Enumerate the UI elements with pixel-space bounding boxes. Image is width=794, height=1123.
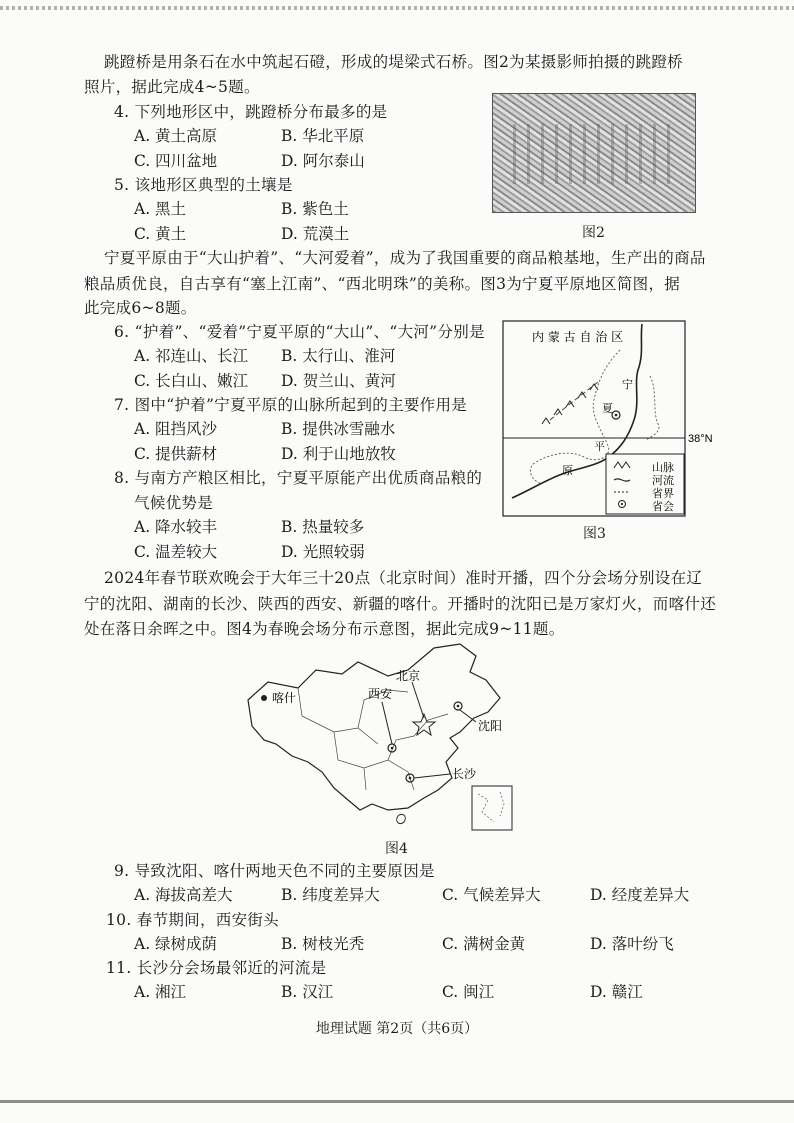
intro3-line2: 宁的沈阳、湖南的长沙、陕西的西安、新疆的喀什。开播时的沈阳已是万家灯火，而喀什还: [84, 595, 717, 613]
q4-option-a: A. 黄土高原: [134, 127, 218, 145]
changsha-label: 长沙: [452, 767, 477, 781]
q6-option-c: C. 长白山、嫩江: [134, 372, 249, 390]
xian-label: 西安: [368, 687, 393, 701]
fig2-caption: 图2: [582, 225, 605, 241]
china-outline: [248, 644, 503, 810]
q6-option-b: B. 太行山、淮河: [281, 347, 396, 365]
legend-label-border: 省界: [652, 487, 674, 500]
helan-mountain-range: [550, 382, 598, 420]
fig3-caption: 图3: [583, 526, 606, 542]
scan-top-edge: [0, 6, 794, 10]
stepping-stone-bridge-photo: [492, 93, 696, 213]
q5-option-c: C. 黄土: [134, 225, 187, 243]
page-footer: 地理试题 第2页（共6页）: [315, 1021, 479, 1037]
province-borders: [298, 688, 448, 790]
q7-option-a: A. 阻挡风沙: [134, 420, 218, 438]
q5-stem: 5. 该地形区典型的土壤是: [114, 176, 293, 194]
q7-stem: 7. 图中“护着”宁夏平原的山脉所起到的主要作用是: [114, 396, 468, 414]
q6-option-a: A. 祁连山、长江: [134, 347, 249, 365]
q9-option-b: B. 纬度差异大: [281, 886, 380, 904]
q7-option-d: D. 利于山地放牧: [281, 445, 396, 463]
q11-option-b: B. 汉江: [281, 983, 334, 1001]
china-gala-venue-map: [238, 640, 528, 835]
fig3-lat-label: 38°N: [688, 433, 713, 445]
south-china-sea-inset: [472, 786, 512, 830]
q10-option-a: A. 绿树成荫: [134, 935, 218, 953]
fig3-label-ning: 宁: [622, 378, 633, 391]
intro2-line2: 粮品质优良，自古享有“塞上江南”、“西北明珠”的美称。图3为宁夏平原地区简图，据: [84, 275, 681, 293]
q8-stem-line1: 8. 与南方产粮区相比，宁夏平原能产出优质商品粮的: [114, 469, 483, 487]
fig3-region-label: 内 蒙 古 自 治 区: [532, 330, 624, 344]
q4-option-b: B. 华北平原: [281, 127, 365, 145]
q6-stem: 6. “护着”、“爱着”宁夏平原的“大山”、“大河”分别是: [114, 323, 485, 341]
legend-label-river: 河流: [652, 474, 674, 487]
q10-option-c: C. 满树金黄: [442, 935, 526, 953]
q10-stem: 10. 春节期间，西安街头: [106, 911, 279, 929]
beijing-label: 北京: [396, 669, 421, 683]
kashgar-label: 喀什: [272, 691, 297, 705]
q5-option-d: D. 荒漠土: [281, 225, 350, 243]
q7-option-b: B. 提供冰雪融水: [281, 420, 396, 438]
legend-label-mountain: 山脉: [652, 461, 674, 474]
intro3-line1: 2024年春节联欢晚会于大年三十20点（北京时间）准时开播，四个分会场分别设在辽: [104, 569, 703, 587]
fig4-caption: 图4: [385, 841, 408, 857]
q6-option-d: D. 贺兰山、黄河: [281, 372, 396, 390]
ningxia-plain-map: [502, 320, 742, 520]
q8-option-d: D. 光照较弱: [281, 543, 365, 561]
intro3-line3: 处在落日余晖之中。图4为春晚会场分布示意图，据此完成9~11题。: [84, 620, 565, 638]
q9-option-a: A. 海拔高差大: [134, 886, 233, 904]
q9-option-c: C. 气候差异大: [442, 886, 541, 904]
q8-option-a: A. 降水较丰: [134, 518, 218, 536]
intro1-line1: 跳蹬桥是用条石在水中筑起石磴，形成的堤梁式石桥。图2为某摄影师拍摄的跳蹬桥: [104, 53, 683, 71]
hainan-island: [397, 814, 406, 823]
q7-option-c: C. 提供薪材: [134, 445, 218, 463]
shenyang-label: 沈阳: [478, 719, 503, 733]
q10-option-d: D. 落叶纷飞: [590, 935, 674, 953]
q11-option-a: A. 湘江: [134, 983, 187, 1001]
scan-bottom-edge: [0, 1100, 794, 1103]
kashgar-marker: [261, 695, 267, 701]
fig3-label-ping: 平: [594, 440, 605, 453]
province-border-east: [646, 376, 659, 440]
q8-option-c: C. 温差较大: [134, 543, 218, 561]
intro2-line3: 此完成6~8题。: [84, 299, 197, 317]
q5-option-b: B. 紫色土: [281, 200, 349, 218]
q4-stem: 4. 下列地形区中，跳蹬桥分布最多的是: [114, 103, 388, 121]
intro1-line2: 照片，据此完成4~5题。: [84, 78, 260, 96]
q11-stem: 11. 长沙分会场最邻近的河流是: [106, 959, 327, 977]
q8-option-b: B. 热量较多: [281, 518, 365, 536]
q9-option-d: D. 经度差异大: [590, 886, 690, 904]
fig3-label-xia: 夏: [602, 402, 613, 415]
q5-option-a: A. 黑土: [134, 200, 187, 218]
q11-option-d: D. 赣江: [590, 983, 643, 1001]
legend-label-capital: 省会: [652, 500, 674, 513]
q11-option-c: C. 闽江: [442, 983, 495, 1001]
fig3-label-yuan: 原: [562, 464, 573, 477]
q8-stem-line2: 气候优势是: [134, 494, 214, 512]
q9-stem: 9. 导致沈阳、喀什两地天色不同的主要原因是: [114, 862, 435, 880]
q4-option-c: C. 四川盆地: [134, 152, 218, 170]
q10-option-b: B. 树枝光秃: [281, 935, 365, 953]
intro2-line1: 宁夏平原由于“大山护着”、“大河爱着”，成为了我国重要的商品粮基地，生产出的商品: [104, 249, 706, 267]
q4-option-d: D. 阿尔泰山: [281, 152, 365, 170]
